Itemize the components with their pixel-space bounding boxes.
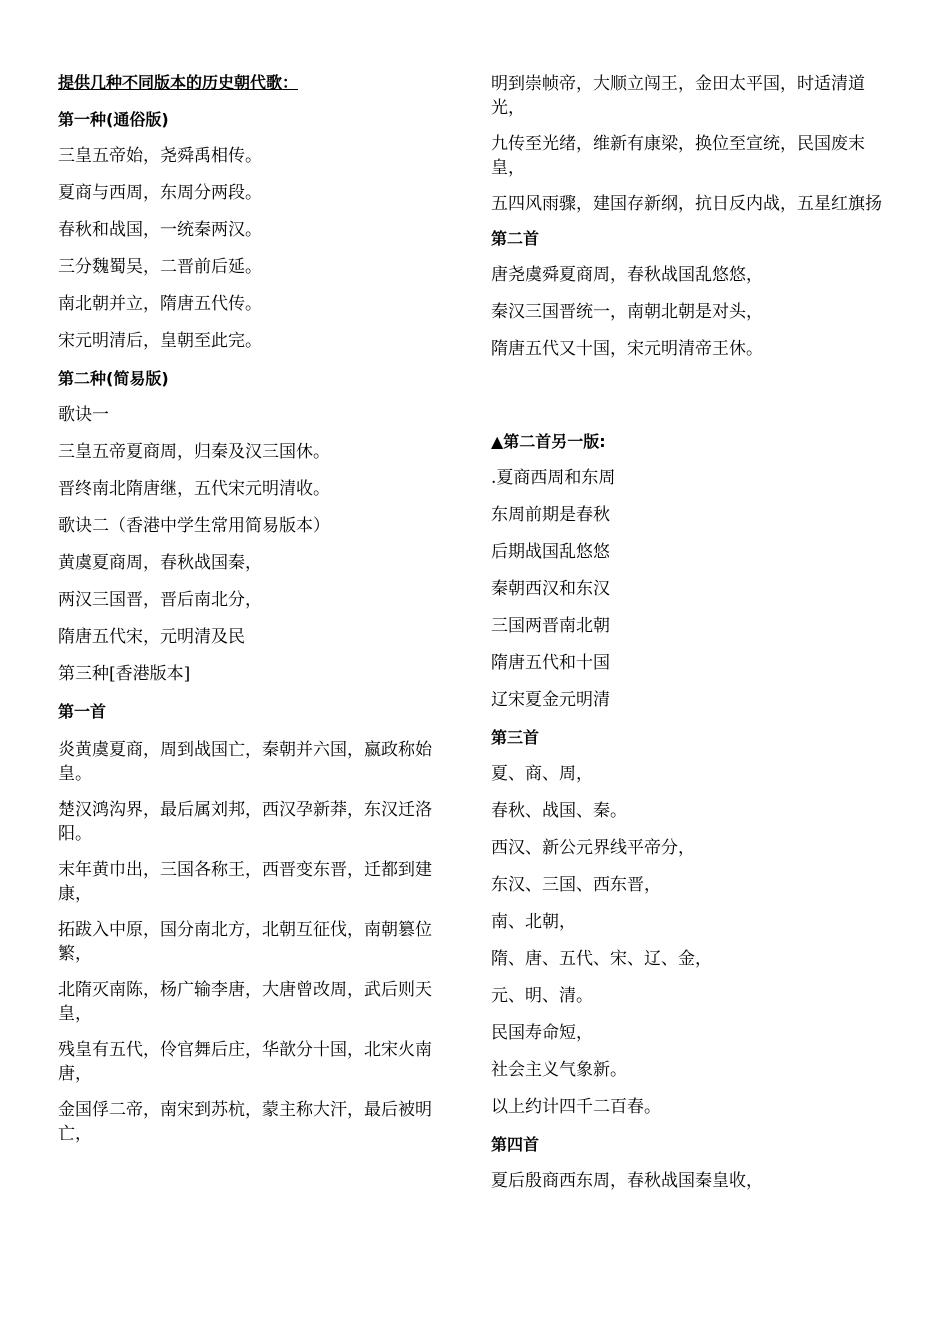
text-line: 第三种[香港版本] <box>58 664 191 684</box>
document-title-text: 提供几种不同版本的历史朝代歌： <box>58 73 299 92</box>
text-line: 歌诀一 <box>58 405 109 425</box>
section-heading: 第二首 <box>491 229 540 248</box>
text-line: 西汉、新公元界线平帝分， <box>491 838 695 858</box>
text-line: 夏商与西周，东周分两段。 <box>58 183 262 203</box>
poem-line: 金国俘二帝，南宋到苏杭，蒙主称大汗，最后被明亡， <box>58 1100 432 1144</box>
section-heading: ▲第二首另一版: <box>491 432 606 451</box>
text-line: 后期战国乱悠悠 <box>491 542 610 562</box>
left-column <box>58 72 458 1158</box>
poem-line: 明到崇帧帝，大顺立闯王，金田太平国，时适清道光， <box>491 74 865 118</box>
text-line: 秦朝西汉和东汉 <box>491 579 610 599</box>
section-heading: 第一首 <box>58 702 107 721</box>
text-line: 两汉三国晋，晋后南北分， <box>58 590 262 610</box>
document-title <box>58 72 458 93</box>
text-line: .夏商西周和东周 <box>491 468 616 488</box>
text-line: 歌诀二（香港中学生常用简易版本） <box>58 516 330 536</box>
text-line: 春秋、战国、秦。 <box>491 801 627 821</box>
text-line: 隋、唐、五代、宋、辽、金， <box>491 949 712 969</box>
text-line: 春秋和战国，一统秦两汉。 <box>58 220 262 240</box>
text-line: 三国两晋南北朝 <box>491 616 610 636</box>
text-line: 元、明、清。 <box>491 986 593 1006</box>
blank-line <box>491 377 891 414</box>
text-line: 宋元明清后，皇朝至此完。 <box>58 331 262 351</box>
poem-line: 炎黄虞夏商，周到战国亡，秦朝并六国，嬴政称始皇。 <box>58 740 432 784</box>
right-column <box>491 72 891 1208</box>
text-line: 社会主义气象新。 <box>491 1060 627 1080</box>
text-line: 秦汉三国晋统一，南朝北朝是对头， <box>491 302 763 322</box>
text-line: 南北朝并立，隋唐五代传。 <box>58 294 262 314</box>
text-line: 隋唐五代和十国 <box>491 653 610 673</box>
text-line: 东汉、三国、西东晋， <box>491 875 661 895</box>
text-line: 三皇五帝始，尧舜禹相传。 <box>58 146 262 166</box>
text-line: 唐尧虞舜夏商周，春秋战国乱悠悠， <box>491 265 763 285</box>
text-line: 以上约计四千二百春。 <box>491 1097 661 1117</box>
section-heading: 第四首 <box>491 1135 540 1154</box>
section-heading: 第一种(通俗版) <box>58 110 169 129</box>
poem-line: 北隋灭南陈，杨广输李唐，大唐曾改周，武后则天皇， <box>58 980 432 1024</box>
text-line: 南、北朝， <box>491 912 576 932</box>
poem-line: 五四风雨骤，建国存新纲，抗日反内战，五星红旗扬 <box>491 194 882 214</box>
text-line: 黄虞夏商周，春秋战国秦， <box>58 553 262 573</box>
text-line: 隋唐五代又十国，宋元明清帝王休。 <box>491 339 763 359</box>
text-line: 民国寿命短， <box>491 1023 593 1043</box>
text-line: 辽宋夏金元明清 <box>491 690 610 710</box>
poem-line: 拓跋入中原，国分南北方，北朝互征伐，南朝篡位繁， <box>58 920 432 964</box>
text-line: 夏、商、周， <box>491 764 593 784</box>
text-line: 夏后殷商西东周，春秋战国秦皇收， <box>491 1171 763 1191</box>
poem-line: 九传至光绪，维新有康梁，换位至宣统，民国废末皇， <box>491 134 865 178</box>
text-line: 三皇五帝夏商周，归秦及汉三国休。 <box>58 442 330 462</box>
section-heading: 第二种(简易版) <box>58 369 169 388</box>
text-line: 晋终南北隋唐继，五代宋元明清收。 <box>58 479 330 499</box>
text-line: 三分魏蜀吴，二晋前后延。 <box>58 257 262 277</box>
poem-line: 残皇有五代，伶官舞后庄，华歆分十国，北宋火南唐， <box>58 1040 432 1084</box>
poem-line: 末年黄巾出，三国各称王，西晋变东晋，迁都到建康， <box>58 860 432 904</box>
section-heading: 第三首 <box>491 728 540 747</box>
text-line: 隋唐五代宋，元明清及民 <box>58 627 245 647</box>
poem-line: 楚汉鸿沟界，最后属刘邦，西汉孕新莽，东汉迁洛阳。 <box>58 800 432 844</box>
text-line: 东周前期是春秋 <box>491 505 610 525</box>
